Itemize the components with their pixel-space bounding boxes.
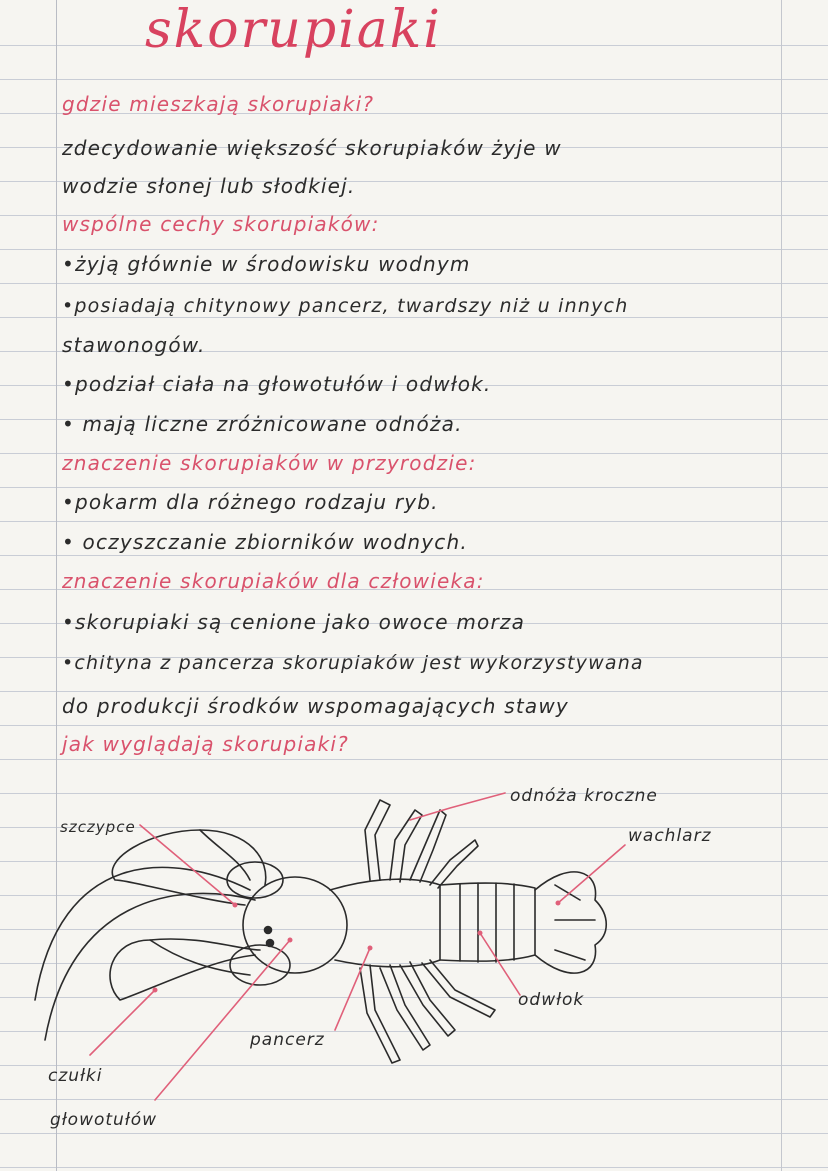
- text-line: stawonogów.: [62, 333, 206, 357]
- abdomen-shape: [440, 883, 535, 961]
- head-shape: [243, 877, 347, 973]
- bullet-item: •posiadają chitynowy pancerz, twardszy niż u innych: [62, 295, 629, 317]
- label-szczypce: szczypce: [60, 818, 136, 836]
- bullet-item: •pokarm dla różnego rodzaju ryb.: [62, 490, 439, 514]
- leg-lower: [422, 960, 495, 1017]
- bullet-item: •skorupiaki są cenione jako owoce morza: [62, 610, 526, 634]
- leg-lower: [400, 962, 455, 1036]
- label-pancerz: pancerz: [250, 1030, 325, 1050]
- pointer-glowotulow: [155, 940, 290, 1100]
- antenna-path: [35, 867, 250, 1000]
- label-odnoza: odnóża kroczne: [510, 786, 658, 806]
- leg-upper: [430, 840, 478, 888]
- text-line: zdecydowanie większość skorupiaków żyje w: [62, 136, 562, 160]
- tail-fan: [535, 872, 606, 973]
- label-wachlarz: wachlarz: [628, 826, 712, 846]
- section-heading-nature: znaczenie skorupiaków w przyrodzie:: [62, 451, 477, 475]
- question-heading: gdzie mieszkają skorupiaki?: [62, 92, 375, 116]
- section-heading-features: wspólne cechy skorupiaków:: [62, 212, 380, 236]
- section-heading-appearance: jak wyglądają skorupiaki?: [62, 732, 349, 756]
- claw-lower: [110, 939, 260, 1000]
- label-glowotulow: głowotułów: [50, 1110, 158, 1130]
- eye: [265, 927, 272, 934]
- leg-lower: [380, 965, 430, 1050]
- eye: [267, 940, 274, 947]
- section-heading-human: znaczenie skorupiaków dla człowieka:: [62, 569, 485, 593]
- leg-upper: [390, 810, 422, 882]
- pointer-pancerz: [335, 948, 370, 1030]
- bullet-item: • oczyszczanie zbiorników wodnych.: [62, 530, 468, 554]
- page-title: skorupiaki: [145, 0, 442, 60]
- leg-lower: [360, 965, 400, 1063]
- bullet-item: •podział ciała na głowotułów i odwłok.: [62, 372, 492, 396]
- text-line: do produkcji środków wspomagających stawy: [62, 694, 569, 718]
- pointer-odnoza: [410, 793, 505, 820]
- label-czulki: czułki: [48, 1066, 103, 1086]
- text-line: wodzie słonej lub słodkiej.: [62, 174, 356, 198]
- bullet-item: •żyją głównie w środowisku wodnym: [62, 252, 471, 276]
- pointer-szczypce: [140, 825, 235, 905]
- bullet-item: •chityna z pancerza skorupiaków jest wykorzystywana: [62, 652, 644, 674]
- pointer-wachlarz: [558, 845, 625, 903]
- leg-upper: [365, 800, 390, 880]
- bullet-item: • mają liczne zróżnicowane odnóża.: [62, 412, 463, 436]
- label-odwlok: odwłok: [518, 990, 585, 1010]
